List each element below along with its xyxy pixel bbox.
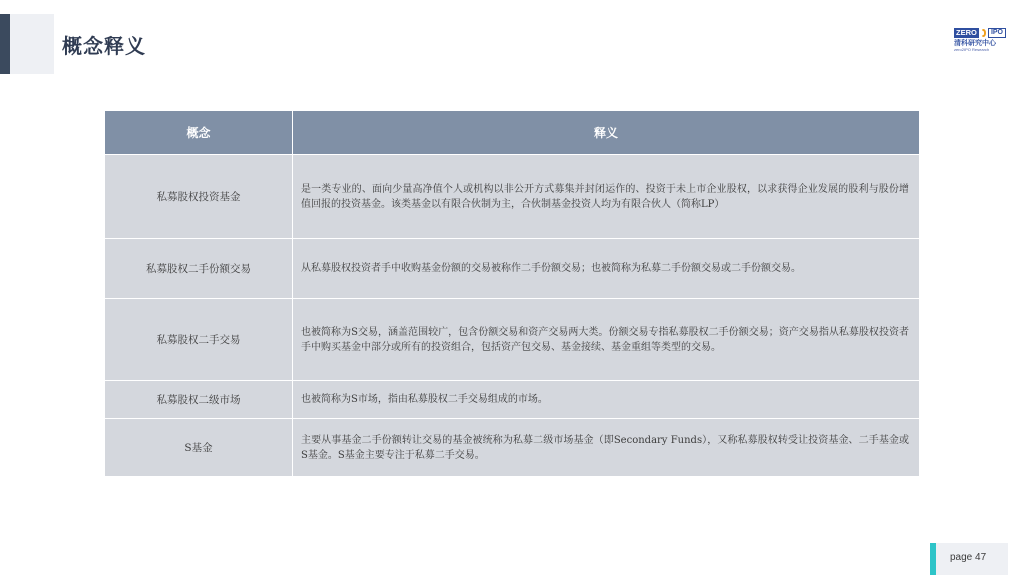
page-number: page 47 [950,552,987,563]
logo-swoosh-icon [981,29,986,37]
logo-en-name: zero2IPO Research [954,46,990,52]
title-accent-block [10,14,54,74]
definition-cell: 是一类专业的、面向少量高净值个人或机构以非公开方式募集并封闭运作的、投资于未上市企业股权，以求获得企业发展的股利与股份增值回报的投资基金。该类基金以有限合伙制为主，合伙制基金投资人均为有限合伙人（简称LP） [293,155,920,239]
zero2ipo-logo [954,28,1006,62]
definition-cell: 主要从事基金二手份额转让交易的基金被统称为私募二级市场基金（即Secondary Funds），又称私募股权转受让投资基金、二手基金或S基金。S基金主要专注于私募二手交易。 [293,419,920,477]
concept-cell: 私募股权二手交易 [105,299,293,381]
definition-cell: 从私募股权投资者手中收购基金份额的交易被称作二手份额交易；也被简称为私募二手份额交易或二手份额交易。 [293,239,920,299]
logo-suffix: IPO [988,28,1006,38]
table-row [105,381,920,419]
concept-cell: S基金 [105,419,293,477]
table-row [105,299,920,381]
table-row [105,419,920,477]
definitions-table [104,110,920,477]
logo-brand: ZERO [956,28,977,38]
page-title: 概念释义 [62,34,146,58]
definition-cell: 也被简称为S市场，指由私募股权二手交易组成的市场。 [293,381,920,419]
concept-cell: 私募股权二级市场 [105,381,293,419]
definition-cell: 也被简称为S交易，涵盖范围较广，包含份额交易和资产交易两大类。份额交易专指私募股权二手份额交易；资产交易指从私募股权投资者手中购买基金中部分或所有的投资组合，包括资产包交易、基金接续、基金重组等类型的交易。 [293,299,920,381]
column-header-concept: 概念 [105,111,293,155]
concept-cell: 私募股权二手份额交易 [105,239,293,299]
title-accent-bar [0,14,10,74]
column-header-definition: 释义 [293,111,920,155]
concept-cell: 私募股权投资基金 [105,155,293,239]
logo-cn-name: 清科研究中心 [954,38,996,47]
table-header-row [105,111,920,155]
table-row [105,155,920,239]
table-row [105,239,920,299]
